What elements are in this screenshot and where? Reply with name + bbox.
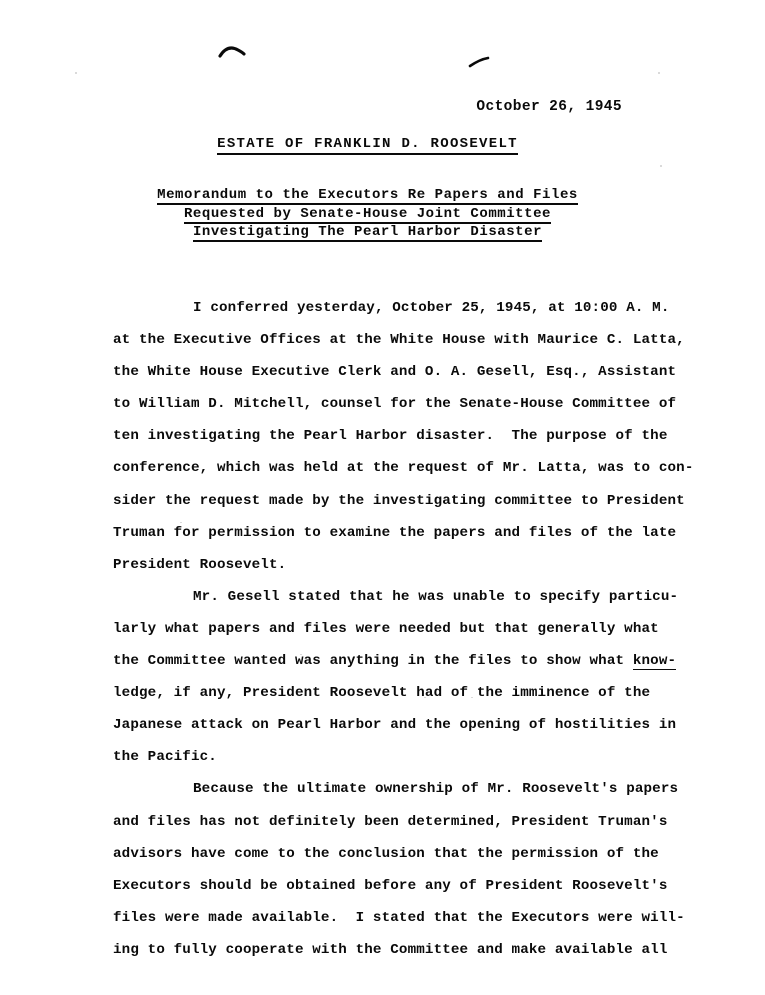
- paragraph-2: [113, 581, 679, 774]
- body-line: at the Executive Offices at the White House with Maurice C. Latta,: [113, 332, 685, 349]
- body-line: larly what papers and files were needed but that generally what: [113, 620, 659, 637]
- body-line: Mr. Gesell stated that he was unable to specify particu-: [193, 588, 679, 605]
- underlined-fragment: know-: [632, 653, 677, 670]
- subtitle-line-text: Memorandum to the Executors Re Papers and Files: [157, 187, 578, 203]
- subtitle-line: [113, 205, 622, 224]
- body-line-text: the Committee wanted was anything in the files to show what: [113, 653, 633, 670]
- scan-speckle: [658, 72, 660, 74]
- paragraph-3: [113, 773, 685, 966]
- body-line: Japanese attack on Pearl Harbor and the opening of hostilities in: [113, 717, 677, 734]
- body-line: conference, which was held at the request of Mr. Latta, was to con-: [113, 460, 694, 477]
- body-line: and files has not definitely been determined, President Truman's: [113, 813, 668, 830]
- page-title: [113, 136, 622, 152]
- body-line: files were made available. I stated that the Executors were will-: [113, 909, 685, 926]
- body-line: President Roosevelt.: [113, 556, 287, 573]
- body-line: Truman for permission to examine the papers and files of the late: [113, 524, 677, 541]
- body-line: Executors should be obtained before any of President Roosevelt's: [113, 877, 668, 894]
- scan-speckle: [75, 72, 77, 74]
- body-line: ing to fully cooperate with the Committee and make available all: [113, 941, 668, 958]
- body-line: advisors have come to the conclusion that the permission of the: [113, 845, 659, 862]
- page-title-text: ESTATE OF FRANKLIN D. ROOSEVELT: [217, 136, 518, 155]
- body-line: Because the ultimate ownership of Mr. Roosevelt's papers: [193, 781, 679, 798]
- scan-speckle: [660, 165, 662, 167]
- subtitle-line-text: Investigating The Pearl Harbor Disaster: [192, 224, 543, 240]
- body-line: I conferred yesterday, October 25, 1945, at 10:00 A. M.: [193, 300, 670, 316]
- body-line: the Pacific.: [113, 749, 217, 766]
- paragraph-1: [113, 292, 694, 581]
- pen-mark-left-icon: [218, 44, 248, 60]
- body-line: sider the request made by the investigating committee to President: [113, 492, 685, 509]
- document-date: October 26, 1945: [476, 99, 622, 115]
- body-line: ten investigating the Pearl Harbor disaster. The purpose of the: [113, 428, 668, 445]
- body-line: ledge, if any, President Roosevelt had of the imminence of the: [113, 685, 651, 702]
- subtitle-line: [113, 223, 622, 242]
- subtitle-line-text: Requested by Senate-House Joint Committee: [183, 205, 551, 222]
- body-line-with-underline: [113, 645, 677, 677]
- body-line: to William D. Mitchell, counsel for the Senate-House Committee of: [113, 396, 677, 413]
- subtitle-block: [113, 186, 622, 242]
- document-body: [113, 292, 694, 966]
- subtitle-line: [113, 186, 622, 205]
- pen-mark-right-icon: [468, 56, 494, 70]
- body-line: the White House Executive Clerk and O. A. Gesell, Esq., Assistant: [113, 364, 677, 381]
